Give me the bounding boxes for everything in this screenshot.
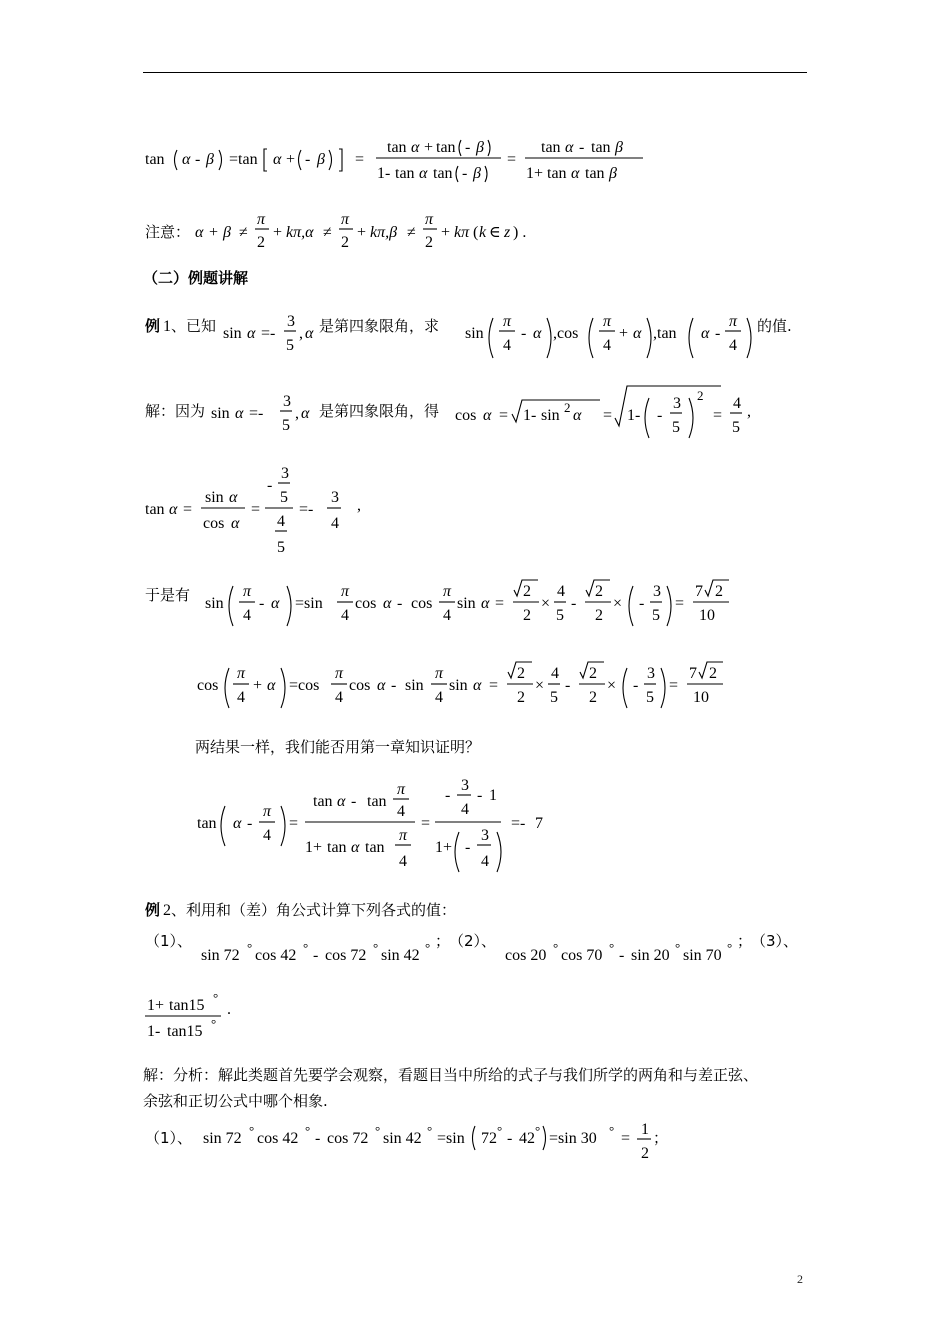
svg-text:；: ； — [435, 932, 451, 950]
svg-text:是第四象限角，求: 是第四象限角，求 — [319, 317, 440, 335]
svg-text:tan: tan — [433, 165, 453, 182]
svg-text:4: 4 — [733, 395, 741, 412]
svg-text:3: 3 — [673, 395, 681, 412]
svg-text:4: 4 — [277, 513, 285, 530]
svg-text:10: 10 — [699, 607, 715, 624]
svg-text:+: + — [286, 151, 296, 168]
svg-text:π: π — [263, 803, 272, 820]
svg-text:×: × — [607, 677, 617, 694]
svg-text:5: 5 — [556, 607, 564, 624]
svg-text:-: - — [267, 477, 273, 494]
svg-text:4: 4 — [399, 853, 407, 870]
svg-text:-: - — [565, 677, 571, 694]
svg-text:3: 3 — [461, 777, 469, 794]
svg-text:,: , — [299, 325, 303, 342]
example1-statement — [143, 306, 803, 366]
svg-text:5: 5 — [286, 337, 294, 354]
svg-text:于是有: 于是有 — [145, 586, 191, 604]
svg-text:β: β — [615, 139, 623, 156]
svg-text:π: π — [443, 583, 452, 600]
svg-text:2: 2 — [564, 400, 571, 415]
svg-text:k: k — [479, 224, 487, 241]
svg-text:α: α — [473, 677, 482, 694]
svg-text:∈: ∈ — [489, 224, 501, 241]
svg-text:tan15: tan15 — [169, 997, 205, 1014]
svg-text:α: α — [383, 595, 392, 612]
svg-text:5: 5 — [646, 689, 654, 706]
svg-text:1+: 1+ — [526, 165, 544, 182]
svg-text:=: = — [675, 595, 685, 612]
svg-text:=: = — [499, 407, 509, 424]
solution-cos-calc — [195, 654, 735, 722]
svg-text:≠: ≠ — [323, 224, 332, 241]
svg-text:z: z — [504, 224, 511, 241]
svg-text:2: 2 — [589, 665, 597, 682]
svg-text:-: - — [521, 325, 527, 342]
svg-text:tan: tan — [591, 139, 611, 156]
svg-text:4: 4 — [461, 801, 469, 818]
svg-text:cos 42: cos 42 — [257, 1130, 299, 1147]
solution-cos-alpha — [143, 382, 763, 450]
svg-text:=: = — [603, 407, 613, 424]
svg-text:°: ° — [609, 1123, 615, 1138]
svg-text:-: - — [397, 595, 403, 612]
svg-text:4: 4 — [263, 827, 271, 844]
svg-text:tan: tan — [145, 501, 165, 518]
svg-text:4: 4 — [237, 689, 245, 706]
svg-text:4: 4 — [331, 515, 339, 532]
svg-text:-: - — [445, 787, 451, 804]
svg-text:2: 2 — [257, 234, 265, 251]
svg-text:=: = — [355, 151, 365, 168]
svg-text:sin: sin — [223, 325, 242, 342]
svg-text:≠: ≠ — [239, 224, 248, 241]
svg-text:5: 5 — [282, 417, 290, 434]
svg-text:α: α — [377, 677, 386, 694]
svg-text:tan: tan — [197, 815, 217, 832]
svg-text:π: π — [729, 313, 738, 330]
svg-text:sin: sin — [205, 489, 224, 506]
svg-text:cos 20: cos 20 — [505, 947, 547, 964]
svg-text:sin 42: sin 42 — [381, 947, 420, 964]
svg-text:5: 5 — [277, 539, 285, 556]
svg-text:-: - — [477, 787, 483, 804]
svg-text:α: α — [573, 407, 582, 424]
svg-text:sin 72: sin 72 — [203, 1130, 242, 1147]
svg-text:5: 5 — [652, 607, 660, 624]
svg-text:=: = — [507, 151, 517, 168]
svg-text:π: π — [603, 313, 612, 330]
svg-text:（2）、: （2）、 — [449, 932, 497, 950]
svg-text:7: 7 — [535, 815, 543, 832]
svg-text:α: α — [483, 407, 492, 424]
svg-text:,tan: ,tan — [653, 325, 677, 342]
solution-item1 — [143, 1118, 703, 1172]
svg-text:cos: cos — [197, 677, 219, 694]
svg-text:的值.: 的值. — [757, 317, 792, 335]
svg-text:=: = — [251, 501, 261, 518]
svg-text:α: α — [565, 139, 574, 156]
svg-text:°: ° — [535, 1123, 541, 1138]
svg-text:cos: cos — [203, 515, 225, 532]
svg-text:kπ: kπ — [454, 224, 470, 241]
svg-text:-: - — [715, 325, 721, 342]
section-heading: （二）例题讲解 — [143, 269, 249, 287]
header-rule — [143, 72, 807, 73]
svg-text:10: 10 — [693, 689, 709, 706]
svg-text:1+: 1+ — [305, 839, 323, 856]
svg-text:=: = — [621, 1130, 631, 1147]
svg-text:4: 4 — [503, 337, 511, 354]
svg-text:3: 3 — [653, 583, 661, 600]
svg-text:α: α — [305, 325, 314, 342]
svg-text:°: ° — [675, 940, 681, 955]
svg-text:α: α — [231, 515, 240, 532]
svg-text:β: β — [317, 151, 325, 168]
svg-text:4: 4 — [481, 853, 489, 870]
svg-text:+: + — [253, 677, 263, 694]
svg-text:+: + — [424, 139, 434, 156]
svg-text:2: 2 — [425, 234, 433, 251]
svg-text:tan: tan — [365, 839, 385, 856]
svg-text:°: ° — [427, 1123, 433, 1138]
svg-text:°: ° — [497, 1123, 503, 1138]
svg-text:°: ° — [553, 940, 559, 955]
svg-text:β: β — [476, 139, 484, 156]
svg-text:（1）、: （1）、 — [145, 1129, 193, 1147]
svg-text:=: = — [489, 677, 499, 694]
svg-text:°: ° — [375, 1123, 381, 1138]
svg-text:β: β — [473, 165, 481, 182]
svg-text:°: ° — [213, 990, 219, 1005]
svg-text:×: × — [541, 595, 551, 612]
example2-prompt — [143, 898, 743, 926]
svg-text:2: 2 — [595, 607, 603, 624]
svg-text:cos: cos — [455, 407, 477, 424]
svg-text:3: 3 — [331, 489, 339, 506]
svg-text:例: 例 — [145, 901, 161, 919]
solution-tan-alpha — [143, 458, 403, 562]
svg-text:2: 2 — [523, 607, 531, 624]
svg-text:π: π — [399, 827, 408, 844]
svg-text:；: ； — [653, 1129, 669, 1147]
svg-text:sin: sin — [449, 677, 468, 694]
svg-text:4: 4 — [341, 607, 349, 624]
svg-text:5: 5 — [280, 489, 288, 506]
svg-text:sin: sin — [211, 405, 230, 422]
svg-text:-: - — [462, 165, 468, 182]
svg-text:4: 4 — [335, 689, 343, 706]
svg-text:tan: tan — [436, 139, 456, 156]
svg-text:kπ,α: kπ,α — [286, 224, 314, 241]
svg-text:tan: tan — [367, 793, 387, 810]
svg-text:-: - — [247, 815, 253, 832]
svg-text:3: 3 — [283, 393, 291, 410]
svg-text:tan: tan — [547, 165, 567, 182]
svg-text:cos 70: cos 70 — [561, 947, 603, 964]
svg-text:,: , — [357, 497, 361, 514]
svg-text:4: 4 — [729, 337, 737, 354]
svg-text:=: = — [289, 815, 299, 832]
svg-text:-: - — [657, 407, 663, 424]
svg-text:kπ,β: kπ,β — [370, 224, 398, 241]
svg-text:cos 72: cos 72 — [325, 947, 367, 964]
svg-text:α: α — [235, 405, 244, 422]
svg-text:α: α — [182, 151, 191, 168]
svg-text:β: β — [206, 151, 214, 168]
formula-tan-difference — [143, 128, 663, 192]
svg-text:1+: 1+ — [435, 839, 453, 856]
svg-text:sin 72: sin 72 — [201, 947, 240, 964]
svg-text:tan: tan — [585, 165, 605, 182]
svg-text:α: α — [169, 501, 178, 518]
svg-text:1-: 1- — [147, 1023, 161, 1040]
svg-text:是第四象限角，得: 是第四象限角，得 — [319, 402, 440, 420]
svg-text:2: 2 — [641, 1145, 649, 1162]
svg-text:=: = — [183, 501, 193, 518]
svg-text:sin: sin — [465, 325, 484, 342]
svg-text:=cos: =cos — [289, 677, 320, 694]
svg-text:°: ° — [373, 940, 379, 955]
svg-text:sin 42: sin 42 — [383, 1130, 422, 1147]
svg-text:3: 3 — [287, 313, 295, 330]
svg-text:≠: ≠ — [407, 224, 416, 241]
svg-text:=: = — [421, 815, 431, 832]
svg-text:) .: ) . — [513, 224, 527, 241]
svg-text:1-: 1- — [377, 165, 391, 182]
analysis-line-1: 解：分析：解此类题首先要学会观察，看题目当中所给的式子与我们所学的两角和与差正弦、 — [143, 1066, 759, 1084]
svg-text:1: 1 — [489, 787, 497, 804]
svg-text:α: α — [481, 595, 490, 612]
svg-text:π: π — [341, 211, 350, 228]
svg-text:-: - — [633, 677, 639, 694]
svg-text:tan: tan — [395, 165, 415, 182]
svg-text:°: ° — [609, 940, 615, 955]
svg-text:-: - — [465, 839, 471, 856]
svg-text:sin: sin — [205, 595, 224, 612]
svg-text:°: ° — [425, 940, 431, 955]
svg-text:2: 2 — [523, 583, 531, 600]
svg-text:3: 3 — [647, 665, 655, 682]
svg-text:α: α — [195, 224, 204, 241]
analysis-line-2: 余弦和正切公式中哪个相象. — [143, 1092, 328, 1110]
svg-text:7: 7 — [695, 583, 703, 600]
svg-text:°: ° — [305, 1123, 311, 1138]
note-condition — [143, 208, 603, 262]
svg-text:3: 3 — [481, 827, 489, 844]
svg-text:1+: 1+ — [147, 997, 165, 1014]
svg-text:π: π — [237, 665, 246, 682]
svg-text:-: - — [305, 151, 311, 168]
svg-text:α: α — [571, 165, 580, 182]
svg-text:-: - — [315, 1130, 321, 1147]
svg-text:72: 72 — [481, 1130, 497, 1147]
svg-text:（1）、: （1）、 — [145, 932, 193, 950]
svg-text:42: 42 — [519, 1130, 535, 1147]
svg-text:α: α — [351, 839, 360, 856]
svg-text:、利用和（差）角公式计算下列各式的值：: 、利用和（差）角公式计算下列各式的值： — [171, 901, 457, 919]
example1-label: 例 — [145, 317, 161, 335]
remark-text: 两结果一样，我们能否用第一章知识证明？ — [195, 738, 481, 756]
svg-text:π: π — [243, 583, 252, 600]
svg-text:4: 4 — [243, 607, 251, 624]
svg-text:2: 2 — [341, 234, 349, 251]
svg-text:tan: tan — [327, 839, 347, 856]
svg-text:°: ° — [247, 940, 253, 955]
svg-text:,: , — [747, 403, 751, 420]
svg-text:4: 4 — [603, 337, 611, 354]
svg-text:2: 2 — [517, 665, 525, 682]
svg-text:sin 20: sin 20 — [631, 947, 670, 964]
svg-text:-: - — [351, 793, 357, 810]
svg-text:+: + — [357, 224, 367, 241]
solution-tan-calc — [195, 776, 575, 880]
svg-text:-: - — [195, 151, 201, 168]
svg-text:α: α — [233, 815, 242, 832]
svg-text:+: + — [441, 224, 451, 241]
svg-text:-: - — [639, 595, 645, 612]
svg-text:-: - — [571, 595, 577, 612]
svg-text:π: π — [335, 665, 344, 682]
svg-text:=-: =- — [299, 501, 314, 518]
svg-text:7: 7 — [689, 665, 697, 682]
svg-text:α: α — [271, 595, 280, 612]
page-number: 2 — [797, 1272, 803, 1286]
svg-text:cos: cos — [411, 595, 433, 612]
svg-text:α: α — [273, 151, 282, 168]
svg-text:tan: tan — [313, 793, 333, 810]
svg-text:-: - — [259, 595, 265, 612]
svg-text:α: α — [267, 677, 276, 694]
svg-text:2: 2 — [709, 665, 717, 682]
svg-text:2: 2 — [715, 583, 723, 600]
svg-text:=-: =- — [261, 325, 276, 342]
svg-text:×: × — [535, 677, 545, 694]
svg-text:4: 4 — [551, 665, 559, 682]
svg-text:5: 5 — [550, 689, 558, 706]
svg-text:α: α — [229, 489, 238, 506]
svg-text:α: α — [419, 165, 428, 182]
svg-text:α: α — [701, 325, 710, 342]
example2-items — [143, 930, 807, 974]
svg-text:α: α — [247, 325, 256, 342]
svg-text:.: . — [227, 1001, 231, 1018]
svg-text:=sin: =sin — [437, 1130, 465, 1147]
svg-text:-: - — [619, 947, 625, 964]
svg-text:sin 70: sin 70 — [683, 947, 722, 964]
svg-text:4: 4 — [557, 583, 565, 600]
svg-text:；: ； — [737, 932, 753, 950]
svg-text:2: 2 — [163, 902, 171, 919]
svg-text:°: ° — [211, 1016, 217, 1031]
svg-text:(: ( — [473, 224, 479, 241]
svg-text:1-: 1- — [627, 407, 641, 424]
svg-text:sin: sin — [541, 407, 560, 424]
svg-text:α: α — [533, 325, 542, 342]
svg-text:=-: =- — [511, 815, 526, 832]
svg-text:-: - — [313, 947, 319, 964]
svg-text:5: 5 — [732, 419, 740, 436]
svg-text:+: + — [273, 224, 283, 241]
svg-text:β: β — [223, 224, 231, 241]
svg-text:4: 4 — [435, 689, 443, 706]
svg-text:2: 2 — [697, 388, 704, 403]
svg-text:β: β — [609, 165, 617, 182]
svg-text:1-: 1- — [523, 407, 537, 424]
svg-text:=: = — [495, 595, 505, 612]
svg-text:解：因为: 解：因为 — [145, 402, 206, 420]
svg-text:°: ° — [249, 1123, 255, 1138]
svg-text:=: = — [713, 407, 723, 424]
svg-text:-: - — [391, 677, 397, 694]
svg-text:°: ° — [303, 940, 309, 955]
svg-text:α: α — [301, 405, 310, 422]
svg-text:2: 2 — [517, 689, 525, 706]
svg-text:4: 4 — [397, 803, 405, 820]
svg-text:α: α — [411, 139, 420, 156]
svg-text:1: 1 — [641, 1121, 649, 1138]
svg-text:2: 2 — [589, 689, 597, 706]
svg-text:2: 2 — [595, 583, 603, 600]
svg-text:tan: tan — [387, 139, 407, 156]
svg-text:=sin: =sin — [295, 595, 323, 612]
svg-text:-: - — [579, 139, 585, 156]
svg-text:+: + — [619, 325, 629, 342]
svg-text:°: ° — [727, 940, 733, 955]
svg-text:5: 5 — [672, 419, 680, 436]
svg-text:3: 3 — [281, 465, 289, 482]
svg-text:tan15: tan15 — [167, 1023, 203, 1040]
svg-text:（3）、: （3）、 — [751, 932, 799, 950]
svg-text:tan: tan — [145, 151, 165, 168]
svg-text:4: 4 — [443, 607, 451, 624]
svg-text:π: π — [503, 313, 512, 330]
svg-text:、已知: 、已知 — [171, 317, 217, 335]
svg-text:=-: =- — [249, 405, 264, 422]
svg-text:cos: cos — [349, 677, 371, 694]
svg-text:π: π — [257, 211, 266, 228]
svg-text:-: - — [507, 1130, 513, 1147]
svg-text:,cos: ,cos — [553, 325, 579, 342]
svg-text:=: = — [669, 677, 679, 694]
svg-text:π: π — [341, 583, 350, 600]
svg-text:π: π — [397, 781, 406, 798]
svg-text:π: π — [425, 211, 434, 228]
svg-text:×: × — [613, 595, 623, 612]
svg-text:sin: sin — [405, 677, 424, 694]
svg-text:π: π — [435, 665, 444, 682]
note-label: 注意： — [145, 223, 191, 241]
svg-text:cos 42: cos 42 — [255, 947, 297, 964]
example2-item3-expr — [143, 990, 263, 1048]
svg-text:-: - — [465, 139, 471, 156]
svg-text:α: α — [337, 793, 346, 810]
svg-text:=tan: =tan — [229, 151, 258, 168]
svg-text:1: 1 — [163, 318, 171, 335]
svg-text:cos 72: cos 72 — [327, 1130, 369, 1147]
svg-text:=sin 30: =sin 30 — [549, 1130, 597, 1147]
svg-text:cos: cos — [355, 595, 377, 612]
svg-text:,: , — [295, 405, 299, 422]
svg-text:sin: sin — [457, 595, 476, 612]
svg-text:+: + — [209, 224, 219, 241]
svg-text:tan: tan — [541, 139, 561, 156]
svg-text:α: α — [633, 325, 642, 342]
solution-sin-calc — [143, 572, 763, 640]
